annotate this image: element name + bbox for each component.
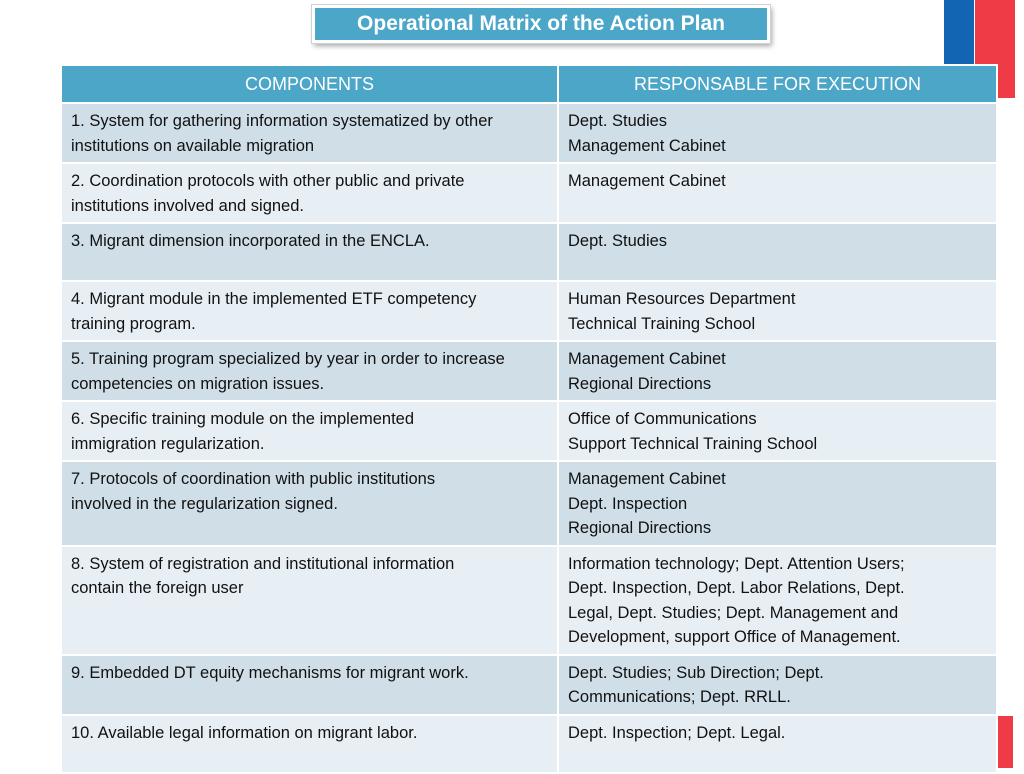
component-cell	[61, 103, 558, 163]
page-title	[312, 5, 770, 43]
responsible-text-line: Management Cabinet	[568, 350, 726, 368]
responsible-cell	[558, 715, 997, 773]
responsible-text-line: Office of Communications	[568, 410, 757, 428]
component-cell	[61, 163, 558, 223]
responsible-text-line: Technical Training School	[568, 314, 756, 333]
responsible-text-line: Legal, Dept. Studies; Dept. Management and	[568, 603, 899, 622]
table-row	[61, 546, 997, 655]
component-cell	[61, 655, 558, 715]
responsible-text-line: Dept. Studies	[568, 112, 668, 130]
component-cell	[61, 223, 558, 281]
responsible-text-line: Dept. Inspection; Dept. Legal.	[568, 723, 786, 742]
table-row	[61, 281, 997, 341]
component-text-line: 4. Migrant module in the implemented ETF competency	[71, 290, 477, 308]
responsible-cell	[558, 655, 997, 715]
responsible-cell	[558, 401, 997, 461]
responsible-text-line: Dept. Inspection, Dept. Labor Relations, Dept.	[568, 579, 905, 597]
responsible-text-line: Development, support Office of Management.	[568, 628, 901, 646]
header-components: COMPONENTS	[61, 65, 558, 103]
component-text-line: 5. Training program specialized by year in order to increase	[71, 350, 505, 368]
table-row	[61, 401, 997, 461]
component-text-line: competencies on migration issues.	[71, 374, 325, 393]
component-text-line: 8. System of registration and institutional information	[71, 554, 455, 573]
component-cell	[61, 281, 558, 341]
table-header-row	[61, 65, 997, 103]
responsible-cell	[558, 281, 997, 341]
responsible-cell	[558, 103, 997, 163]
component-cell	[61, 546, 558, 655]
responsible-text-line: Dept. Studies	[568, 232, 668, 250]
table-row	[61, 163, 997, 223]
table-row	[61, 341, 997, 401]
component-text-line: contain the foreign user	[71, 579, 244, 597]
component-text-line: 3. Migrant dimension incorporated in the ENCLA.	[71, 232, 430, 250]
component-text-line: institutions on available migration	[71, 136, 315, 155]
page-title-text: Operational Matrix of the Action Plan	[357, 12, 725, 35]
responsible-text-line: Communications; Dept. RRLL.	[568, 688, 791, 706]
component-text-line: 9. Embedded DT equity mechanisms for migrant work.	[71, 663, 469, 682]
table-row	[61, 655, 997, 715]
component-text-line: training program.	[71, 314, 196, 333]
component-text-line: 10. Available legal information on migrant labor.	[71, 723, 418, 742]
table-row	[61, 715, 997, 773]
responsible-text-line: Dept. Studies; Sub Direction; Dept.	[568, 663, 824, 682]
responsible-cell	[558, 163, 997, 223]
responsible-text-line: Management Cabinet	[568, 172, 726, 190]
component-cell	[61, 715, 558, 773]
table-body	[61, 103, 997, 773]
responsible-text-line: Support Technical Training School	[568, 434, 818, 453]
component-cell	[61, 461, 558, 546]
component-text-line: 6. Specific training module on the implemented	[71, 410, 415, 428]
component-text-line: 7. Protocols of coordination with public institutions	[71, 470, 436, 488]
table-row	[61, 223, 997, 281]
table-row	[61, 461, 997, 546]
responsible-text-line: Information technology; Dept. Attention Users;	[568, 554, 905, 573]
responsible-text-line: Management Cabinet	[568, 136, 726, 155]
responsible-cell	[558, 341, 997, 401]
component-text-line: 2. Coordination protocols with other public and private	[71, 172, 465, 190]
responsible-text-line: Human Resources Department	[568, 290, 796, 308]
operational-matrix-table	[60, 64, 998, 774]
responsible-text-line: Management Cabinet	[568, 470, 726, 488]
component-cell	[61, 341, 558, 401]
component-text-line: institutions involved and signed.	[71, 196, 304, 215]
component-text-line: immigration regularization.	[71, 434, 265, 453]
component-cell	[61, 401, 558, 461]
component-text-line: involved in the regularization signed.	[71, 494, 338, 513]
responsible-text-line: Dept. Inspection	[568, 494, 688, 513]
responsible-cell	[558, 461, 997, 546]
responsible-text-line: Regional Directions	[568, 519, 712, 537]
component-text-line: 1. System for gathering information systematized by other	[71, 112, 493, 130]
responsible-cell	[558, 546, 997, 655]
table-row	[61, 103, 997, 163]
responsible-cell	[558, 223, 997, 281]
responsible-text-line: Regional Directions	[568, 374, 712, 393]
header-responsible: RESPONSABLE FOR EXECUTION	[558, 65, 997, 103]
